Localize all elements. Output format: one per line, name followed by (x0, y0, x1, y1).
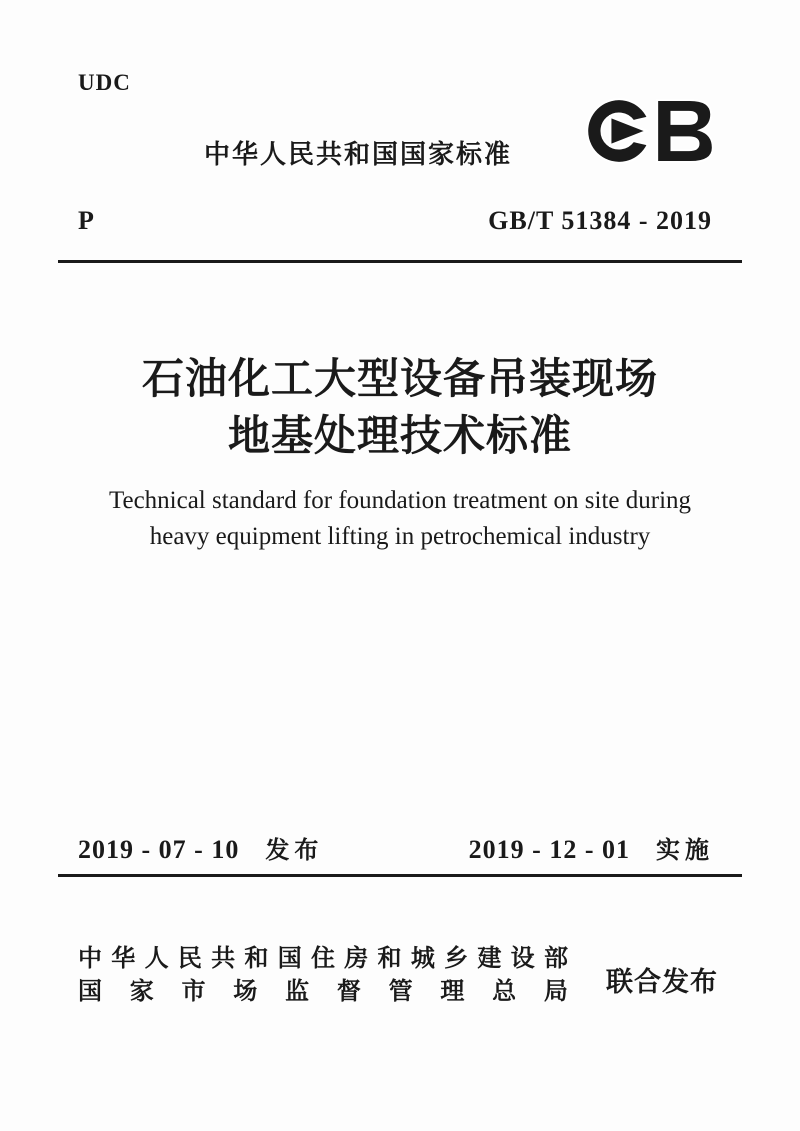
national-standard-header: 中华人民共和国国家标准 (204, 139, 513, 169)
implement-date-group (469, 830, 714, 865)
publisher-line-1: 中 华 人 民 共 和 国 住 房 和 城 乡 建 设 部 (78, 945, 568, 972)
standard-number: GB/T 51384 - 2019 (488, 206, 712, 235)
standard-title-en-line2: heavy equipment lifting in petrochemical industry (149, 523, 651, 550)
dates-divider (58, 874, 742, 877)
header-divider (58, 260, 742, 263)
issue-label: 发布 (265, 837, 324, 864)
classification-label: P (78, 206, 94, 235)
implement-date: 2019 - 12 - 01 (468, 835, 630, 864)
standard-title-en-line1: Technical standard for foundation treatment on site during (108, 487, 692, 514)
joint-publish-label: 联合发布 (606, 967, 718, 997)
standard-title-zh-line1: 石油化工大型设备吊装现场 (141, 357, 658, 403)
issue-date-group (78, 830, 323, 865)
udc-label: UDC (78, 70, 131, 95)
standard-title-en (0, 483, 800, 555)
implement-label: 实施 (656, 837, 714, 864)
publisher-block (78, 942, 568, 1008)
standard-title-zh (0, 352, 800, 466)
publisher-line-2: 国 家 市 场 监 督 管 理 总 局 (78, 978, 568, 1005)
standard-title-zh-line2: 地基处理技术标准 (227, 414, 572, 460)
gb-logo-icon (584, 92, 716, 170)
issue-date: 2019 - 07 - 10 (78, 835, 240, 864)
dates-row (78, 830, 714, 865)
